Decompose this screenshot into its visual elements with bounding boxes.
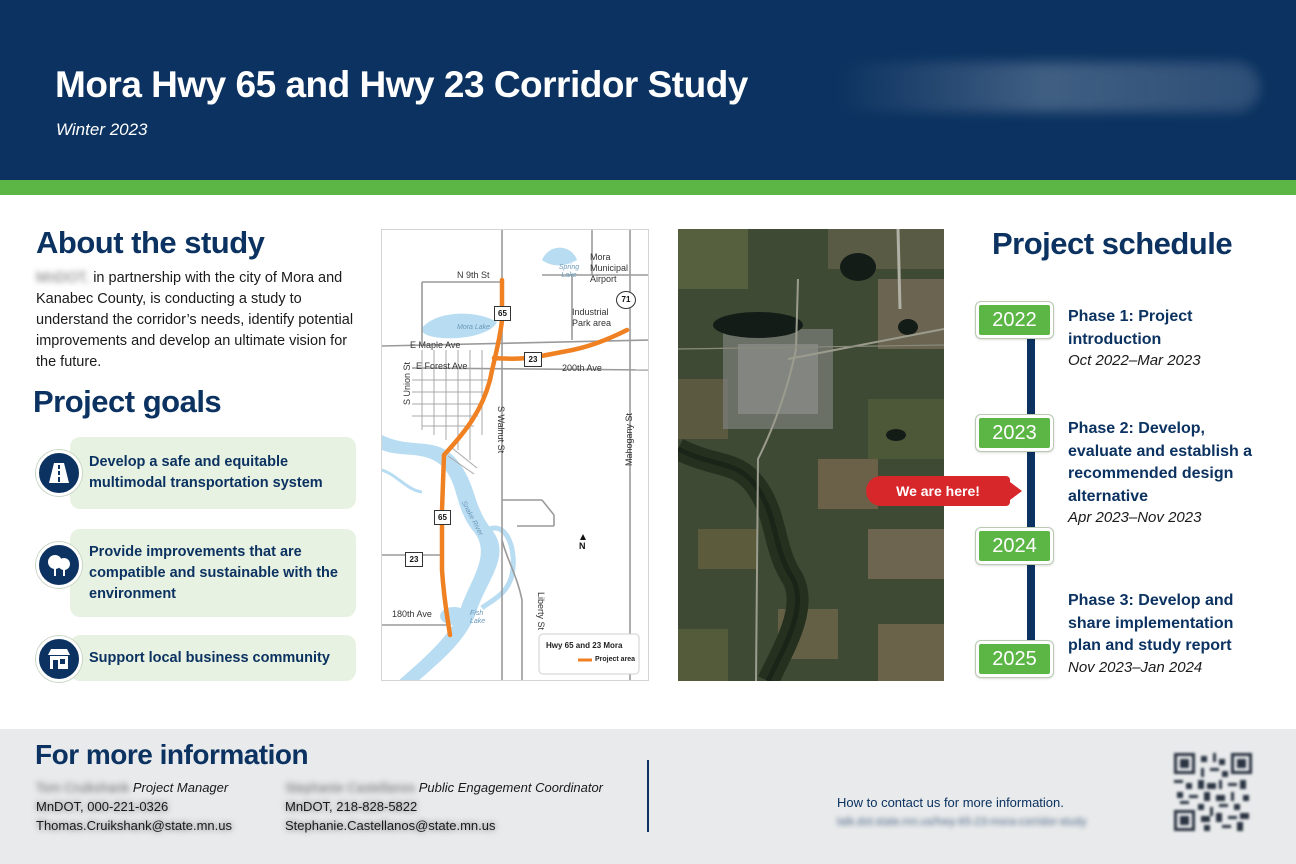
project-map xyxy=(381,229,649,681)
north-label: N xyxy=(579,541,586,551)
goal-label: Support local business community xyxy=(89,649,330,666)
about-text xyxy=(36,268,356,373)
year-badge-2023: 2023 xyxy=(976,415,1053,451)
map-label-airport: Mora Municipal Airport xyxy=(590,252,629,284)
timeline-bar xyxy=(1027,330,1035,660)
contact-1-email[interactable]: Thomas.Cruikshank@state.mn.us xyxy=(36,818,232,833)
hwy-23-shield-east: 23 xyxy=(524,352,542,367)
footer-heading: For more information xyxy=(35,739,309,770)
header-logo-redacted xyxy=(830,62,1260,112)
trees-icon xyxy=(36,542,82,588)
map-label-fish-lake: Fish Lake xyxy=(470,610,486,625)
contact-1-role: Project Manager xyxy=(132,780,229,795)
study-url-link[interactable]: talk.dot.state.mn.us/hwy-65-23-mora-corridor-study xyxy=(837,816,1087,828)
we-are-here-label: We are here! xyxy=(866,476,1010,506)
map-label-industrial: Industrial Park area xyxy=(572,307,612,328)
year-badge-2025: 2025 xyxy=(976,641,1053,677)
how-to-contact: How to contact us for more information. xyxy=(837,795,1064,810)
map-label-liberty: Liberty St xyxy=(536,592,546,631)
phase-2-dates: Apr 2023–Nov 2023 xyxy=(1068,509,1202,526)
schedule-heading: Project schedule xyxy=(992,226,1233,261)
storefront-icon xyxy=(36,636,82,682)
goal-item xyxy=(70,635,356,681)
about-body: in partnership with the city of Mora and Kanabec County, is conducting a study to understand the corridor’s needs, identify potential improvements and develop an ultimate vision for the future. xyxy=(36,270,354,370)
hwy-23-shield-west: 23 xyxy=(405,552,423,567)
phase-2-title: Phase 2: Develop, evaluate and establish a recommended design alternative xyxy=(1068,420,1253,505)
road-icon xyxy=(36,450,82,496)
map-label-180th: 180th Ave xyxy=(392,609,432,619)
map-label-union: S Union St xyxy=(402,361,412,405)
page-title: Mora Hwy 65 and Hwy 23 Corridor Study xyxy=(55,64,748,105)
contact-2-name-line xyxy=(285,780,603,795)
map-label-snake-river: Snake River xyxy=(459,500,484,537)
qr-code-icon[interactable] xyxy=(1174,753,1252,831)
goal-item xyxy=(70,529,356,617)
hwy-71-shield: 71 xyxy=(616,291,636,309)
goals-heading: Project goals xyxy=(33,384,222,419)
phase-1-dates: Oct 2022–Mar 2023 xyxy=(1068,352,1201,369)
contact-2-role: Public Engagement Coordinator xyxy=(418,780,603,795)
contact-2-email[interactable]: Stephanie.Castellanos@state.mn.us xyxy=(285,818,496,833)
green-divider-band xyxy=(0,180,1296,195)
phase-1-title: Phase 1: Project introduction xyxy=(1068,308,1193,348)
goal-item xyxy=(70,437,356,509)
footer-divider xyxy=(647,760,649,832)
we-are-here-marker xyxy=(866,476,1028,506)
aerial-photo xyxy=(678,229,944,681)
page-subtitle: Winter 2023 xyxy=(56,120,148,139)
phase-3-title: Phase 3: Develop and share implementation plan and study report xyxy=(1068,592,1234,654)
contact-2-name: Stephanie Castellanos xyxy=(285,780,416,795)
contact-1-org: MnDOT, 000-221-0326 xyxy=(36,799,169,814)
map-label-200th: 200th Ave xyxy=(562,363,602,373)
north-arrow-icon xyxy=(580,534,586,540)
year-badge-2022: 2022 xyxy=(976,302,1053,338)
map-label-spring-lake: Spring Lake xyxy=(558,264,580,279)
hwy-65-shield-north: 65 xyxy=(494,306,511,321)
year-badge-2024: 2024 xyxy=(976,528,1053,564)
hwy-65-shield-south: 65 xyxy=(434,510,451,525)
goal-label: Develop a safe and equitable multimodal transportation system xyxy=(89,454,323,491)
phase-3-dates: Nov 2023–Jan 2024 xyxy=(1068,659,1203,676)
contact-1-name: Tom Cruikshank xyxy=(36,780,130,795)
map-label-walnut: S Walnut St xyxy=(496,406,506,454)
map-label-9th: N 9th St xyxy=(457,270,490,280)
contact-1-name-line xyxy=(36,780,228,795)
map-label-forest: E Forest Ave xyxy=(416,361,468,371)
map-label-mora-lake: Mora Lake xyxy=(457,324,491,331)
map-label-maple: E Maple Ave xyxy=(410,340,461,350)
map-label-mahogany: Mahogany St xyxy=(624,412,634,466)
agency-name-redacted: MnDOT, xyxy=(36,270,90,286)
goal-label: Provide improvements that are compatible and sustainable with the environment xyxy=(89,543,338,602)
contact-2-org: MnDOT, 218-828-5822 xyxy=(285,799,418,814)
legend-item: Project area xyxy=(595,656,636,663)
arrow-right-icon xyxy=(1006,479,1022,503)
legend-title: Hwy 65 and 23 Mora xyxy=(546,641,623,650)
about-heading: About the study xyxy=(36,225,265,260)
